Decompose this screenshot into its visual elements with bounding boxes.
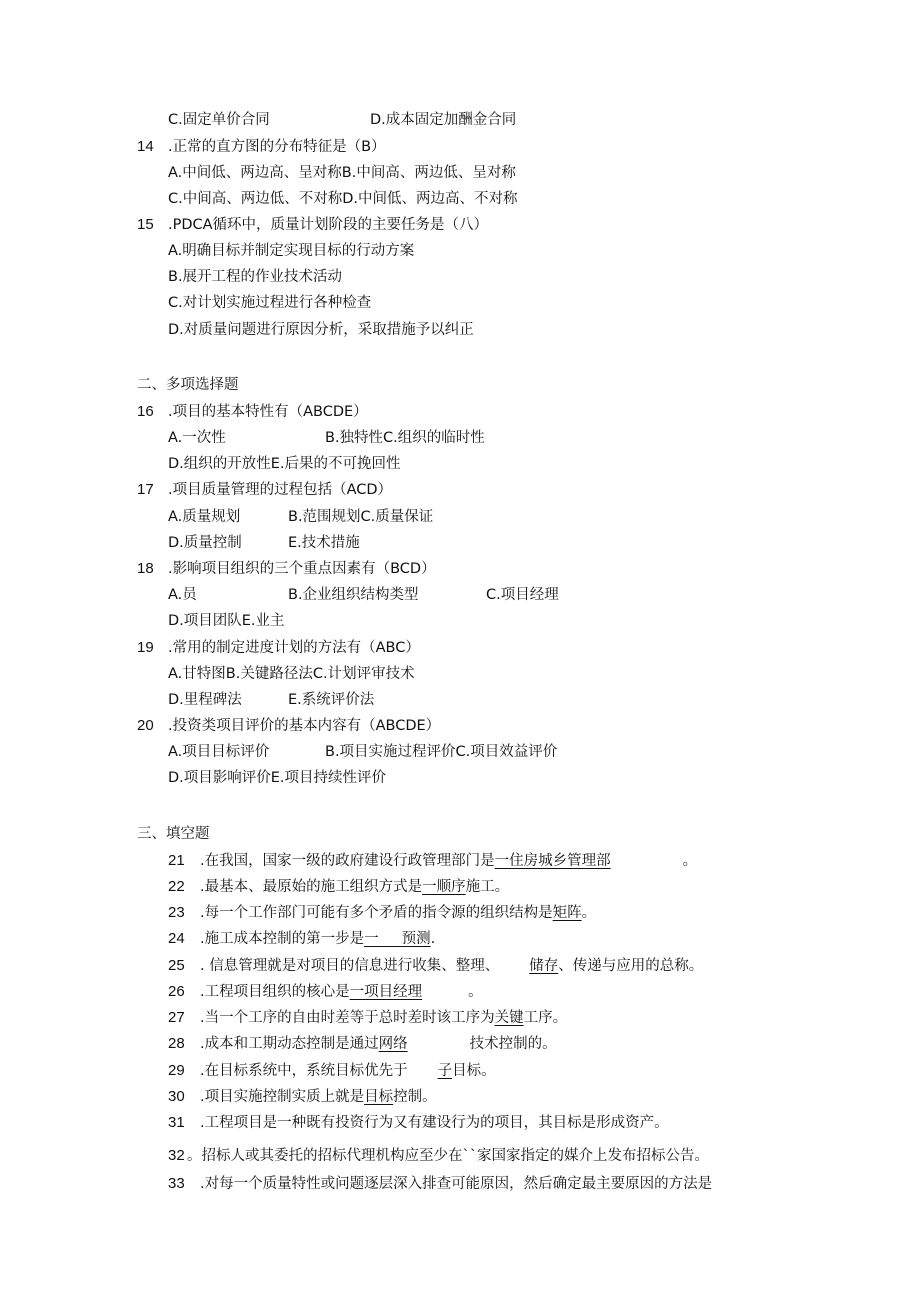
q18-option-a: A.员 <box>168 587 197 603</box>
q17-number: 17 <box>137 481 154 498</box>
q17-stem: .项目质量管理的过程包括（ACD） <box>168 482 393 498</box>
q29-pre: .在目标系统中，系统目标优先于 <box>200 1063 408 1079</box>
q20-option-a: A.项目目标评价 <box>168 744 270 760</box>
q16-option-a: A.一次性 <box>168 430 226 446</box>
q25-post: 、传递与应用的总称。 <box>558 958 704 974</box>
q25-text <box>200 956 703 976</box>
q18-options-line2: D.项目团队E.业主 <box>168 613 285 629</box>
q22-number: 22 <box>168 878 185 895</box>
q15-option-b: B.展开工程的作业技术活动 <box>168 269 343 285</box>
q15-stem: .PDCA循环中，质量计划阶段的主要任务是（八） <box>168 217 489 233</box>
q15-option-a: A.明确目标并制定实现目标的行动方案 <box>168 243 415 259</box>
q23-answer: 矩阵 <box>552 905 582 921</box>
q15-number: 15 <box>137 216 154 233</box>
q22-post: 施工。 <box>465 879 510 895</box>
q21-pre: .在我国，国家一级的政府建设行政管理部门是 <box>200 853 495 869</box>
q27-answer: 关键 <box>494 1010 524 1026</box>
q19-option-e: E.系统评价法 <box>288 692 375 708</box>
q26-number: 26 <box>168 983 185 1000</box>
q23-post: 。 <box>581 905 597 921</box>
q14-number: 14 <box>137 138 154 155</box>
q20-number: 20 <box>137 717 154 734</box>
q21-post: 。 <box>682 853 698 869</box>
q27-number: 27 <box>168 1009 185 1026</box>
q22-text <box>200 877 509 897</box>
q25-answer: 储存 <box>529 958 559 974</box>
q23-text <box>200 903 596 923</box>
q21-number: 21 <box>168 852 185 869</box>
q19-stem: .常用的制定进度计划的方法有（ABC） <box>168 640 420 656</box>
q24-answer: 一 预测 <box>364 931 431 947</box>
q24-pre: .施工成本控制的第一步是 <box>200 931 365 947</box>
q32-text: 。招标人或其委托的招标代理机构应至少在``家国家指定的媒介上发布招标公告。 <box>187 1148 709 1164</box>
q20-options-line2: D.项目影响评价E.项目持续性评价 <box>168 770 387 786</box>
q31-text: .工程项目是一种既有投资行为又有建设行为的项目，其目标是形成资产。 <box>200 1115 669 1131</box>
q30-text <box>200 1087 437 1107</box>
q25-number: 25 <box>168 957 185 974</box>
q16-number: 16 <box>137 403 154 420</box>
q24-text <box>200 929 435 949</box>
q33-text: .对每一个质量特性或问题逐层深入排查可能原因，然后确定最主要原因的方法是 <box>200 1176 713 1192</box>
q29-text <box>200 1061 496 1081</box>
section-fill-blank-heading: 三、填空题 <box>137 826 210 842</box>
q30-number: 30 <box>168 1088 185 1105</box>
q26-post: 。 <box>468 984 483 1000</box>
q19-option-d: D.里程碑法 <box>168 692 242 708</box>
q26-text <box>200 982 483 1002</box>
q17-option-d: D.质量控制 <box>168 535 242 551</box>
q18-stem: .影响项目组织的三个重点因素有（BCD） <box>168 561 436 577</box>
q24-number: 24 <box>168 930 185 947</box>
q26-answer: 一项目经理 <box>349 984 423 1000</box>
q29-number: 29 <box>168 1062 185 1079</box>
q27-text <box>200 1008 567 1028</box>
q30-post: 控制。 <box>393 1089 437 1105</box>
q23-number: 23 <box>168 904 185 921</box>
q22-answer: 一顺序 <box>422 879 466 895</box>
q28-number: 28 <box>168 1035 185 1052</box>
q30-pre: .项目实施控制实质上就是 <box>200 1089 365 1105</box>
q16-options-line2: D.组织的开放性E.后果的不可挽回性 <box>168 456 401 472</box>
q18-option-b: B.企业组织结构类型 <box>288 587 419 603</box>
q16-stem: .项目的基本特性有（ABCDE） <box>168 404 368 420</box>
q17-option-a: A.质量规划 <box>168 509 241 525</box>
q21-answer: 一住房城乡管理部 <box>494 853 611 869</box>
q14-stem: .正常的直方图的分布特征是（B） <box>168 139 386 155</box>
q33-number: 33 <box>168 1175 185 1192</box>
q17-option-e: E.技术措施 <box>288 535 360 551</box>
section-multiple-choice-heading: 二、多项选择题 <box>137 377 239 393</box>
q21-text <box>200 851 697 871</box>
q29-post: 目标。 <box>452 1063 496 1079</box>
q22-pre: .最基本、最原始的施工组织方式是 <box>200 879 423 895</box>
q19-options-line1: A.甘特图B.关键路径法C.计划评审技术 <box>168 666 415 682</box>
q28-text <box>200 1034 557 1054</box>
q13-option-c: C.固定单价合同 <box>168 112 270 128</box>
q28-answer: 网络 <box>378 1036 408 1052</box>
q28-post: 技术控制的。 <box>469 1036 557 1052</box>
q19-number: 19 <box>137 639 154 656</box>
q20-stem: .投资类项目评价的基本内容有（ABCDE） <box>168 718 441 734</box>
q31-number: 31 <box>168 1114 185 1131</box>
q13-option-d: D.成本固定加酬金合同 <box>370 112 517 128</box>
q24-post: . <box>430 931 436 947</box>
q18-number: 18 <box>137 560 154 577</box>
q17-option-bc: B.范围规划C.质量保证 <box>288 509 434 525</box>
q16-option-bc: B.独特性C.组织的临时性 <box>325 430 485 446</box>
q18-option-c: C.项目经理 <box>486 587 559 603</box>
q14-options-line1: A.中间低、两边高、呈对称B.中间高、两边低、呈对称 <box>168 165 516 181</box>
q30-answer: 目标 <box>364 1089 394 1105</box>
q15-option-d: D.对质量问题进行原因分析，采取措施予以纠正 <box>168 322 474 338</box>
q29-answer: 子 <box>437 1063 453 1079</box>
q27-post: 工序。 <box>523 1010 568 1026</box>
q15-option-c: C.对计划实施过程进行各种检查 <box>168 295 372 311</box>
q28-pre: .成本和工期动态控制是通过 <box>200 1036 379 1052</box>
q26-pre: .工程项目组织的核心是 <box>200 984 350 1000</box>
q23-pre: .每一个工作部门可能有多个矛盾的指令源的组织结构是 <box>200 905 553 921</box>
q14-options-line2: C.中间高、两边低、不对称D.中间低、两边高、不对称 <box>168 191 518 207</box>
q32-number: 32 <box>168 1147 185 1164</box>
q25-pre: . 信息管理就是对项目的信息进行收集、整理、 <box>200 958 500 974</box>
q27-pre: .当一个工序的自由时差等于总时差时该工序为 <box>200 1010 495 1026</box>
q20-option-bc: B.项目实施过程评价C.项目效益评价 <box>325 744 558 760</box>
